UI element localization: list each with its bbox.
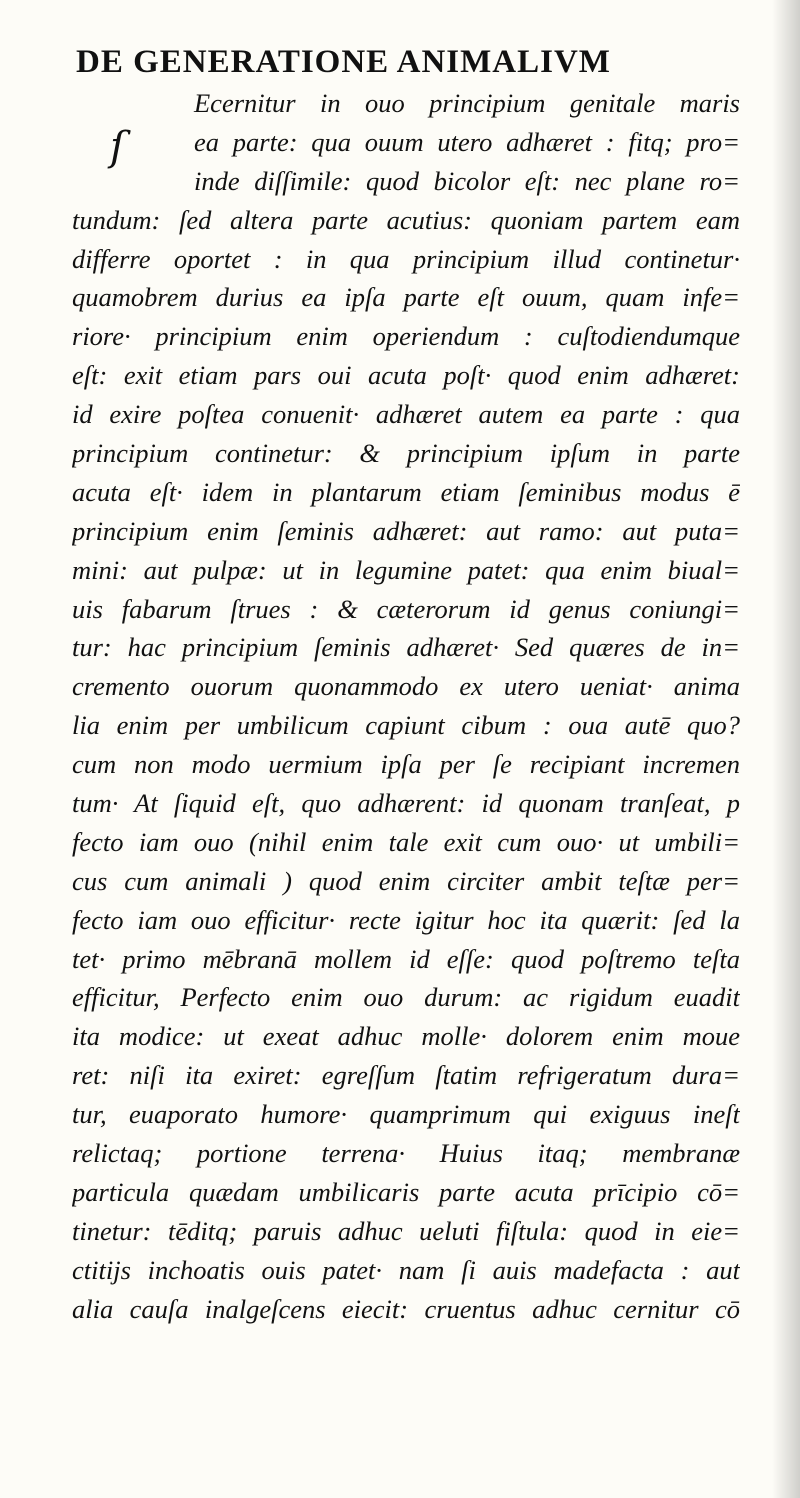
- text-line: tum· At ſiquid eſt, quo adhærent: id quonam tranſeat, p: [72, 788, 740, 819]
- text-line: tur, euaporato humore· quamprimum qui exiguus ineſt: [72, 1099, 740, 1130]
- text-line: id exire poſtea conuenit· adhæret autem ea parte : qua: [72, 399, 740, 430]
- text-line: inde diſſimile: quod bicolor eſt: nec plane ro=: [194, 165, 740, 196]
- text-line: tundum: ſed altera parte acutius: quoniam partem eam: [72, 204, 740, 235]
- text-line: alia cauſa inalgeſcens eiecit: cruentus adhuc cernitur cō: [72, 1293, 740, 1324]
- text-line: fecto iam ouo efficitur· recte igitur hoc ita quærit: ſed la: [72, 904, 740, 935]
- text-line: ita modice: ut exeat adhuc molle· dolorem enim moue: [72, 1021, 740, 1052]
- faint-bleedthrough: [200, 1466, 260, 1480]
- text-line: eſt: exit etiam pars oui acuta poſt· quod enim adhæret:: [72, 360, 740, 391]
- body-text: [72, 84, 740, 1329]
- text-line: fecto iam ouo (nihil enim tale exit cum ouo· ut umbili=: [72, 826, 740, 857]
- text-line: ea parte: qua ouum utero adhæret : fitq; pro=: [194, 126, 740, 157]
- text-line: relictaq; portione terrena· Huius itaq; membranæ: [72, 1138, 740, 1169]
- text-line: differre oportet : in qua principium illud continetur·: [72, 243, 740, 274]
- text-line: mini: aut pulpæ: ut in legumine patet: qua enim biual=: [72, 554, 740, 585]
- running-title: DE GENERATIONE ANIMALIVM: [76, 44, 611, 80]
- text-line: principium enim ſeminis adhæret: aut ramo: aut puta=: [72, 515, 740, 546]
- text-line: Ecernitur in ouo principium genitale maris: [194, 88, 740, 118]
- text-line: efficitur, Perfecto enim ouo durum: ac rigidum euadit: [72, 982, 740, 1013]
- text-line: lia enim per umbilicum capiunt cibum : oua autē quo?: [72, 710, 740, 741]
- text-line: particula quædam umbilicaris parte acuta prīcipio cō=: [72, 1176, 740, 1207]
- text-line: cum non modo uermium ipſa per ſe recipiant incremen: [72, 749, 740, 780]
- text-line: acuta eſt· idem in plantarum etiam ſeminibus modus ē: [72, 476, 740, 507]
- text-line: uis fabarum ſtrues : & cæterorum id genus coniungi=: [72, 593, 740, 624]
- text-line: cus cum animali ) quod enim circiter ambit teſtæ per=: [72, 865, 740, 896]
- text-line: ret: niſi ita exiret: egreſſum ſtatim refrigeratum dura=: [72, 1060, 740, 1091]
- text-line: tinetur: tēditq; paruis adhuc ueluti fiſtula: quod in eie=: [72, 1215, 740, 1246]
- page-edge-shadow: [772, 0, 800, 1498]
- text-line: tet· primo mēbranā mollem id eſſe: quod poſtremo teſta: [72, 943, 740, 974]
- text-line: quamobrem durius ea ipſa parte eſt ouum, quam infe=: [72, 282, 740, 313]
- text-line: cremento ouorum quonammodo ex utero ueniat· anima: [72, 671, 740, 702]
- text-line: principium continetur: & principium ipſum in parte: [72, 438, 740, 469]
- text-line: riore· principium enim operiendum : cuſtodiendumque: [72, 321, 740, 352]
- text-line: tur: hac principium ſeminis adhæret· Sed quæres de in=: [72, 632, 740, 663]
- signature-mark: ſ: [110, 124, 125, 170]
- text-line: ctitijs inchoatis ouis patet· nam ſi auis madefacta : aut: [72, 1254, 740, 1285]
